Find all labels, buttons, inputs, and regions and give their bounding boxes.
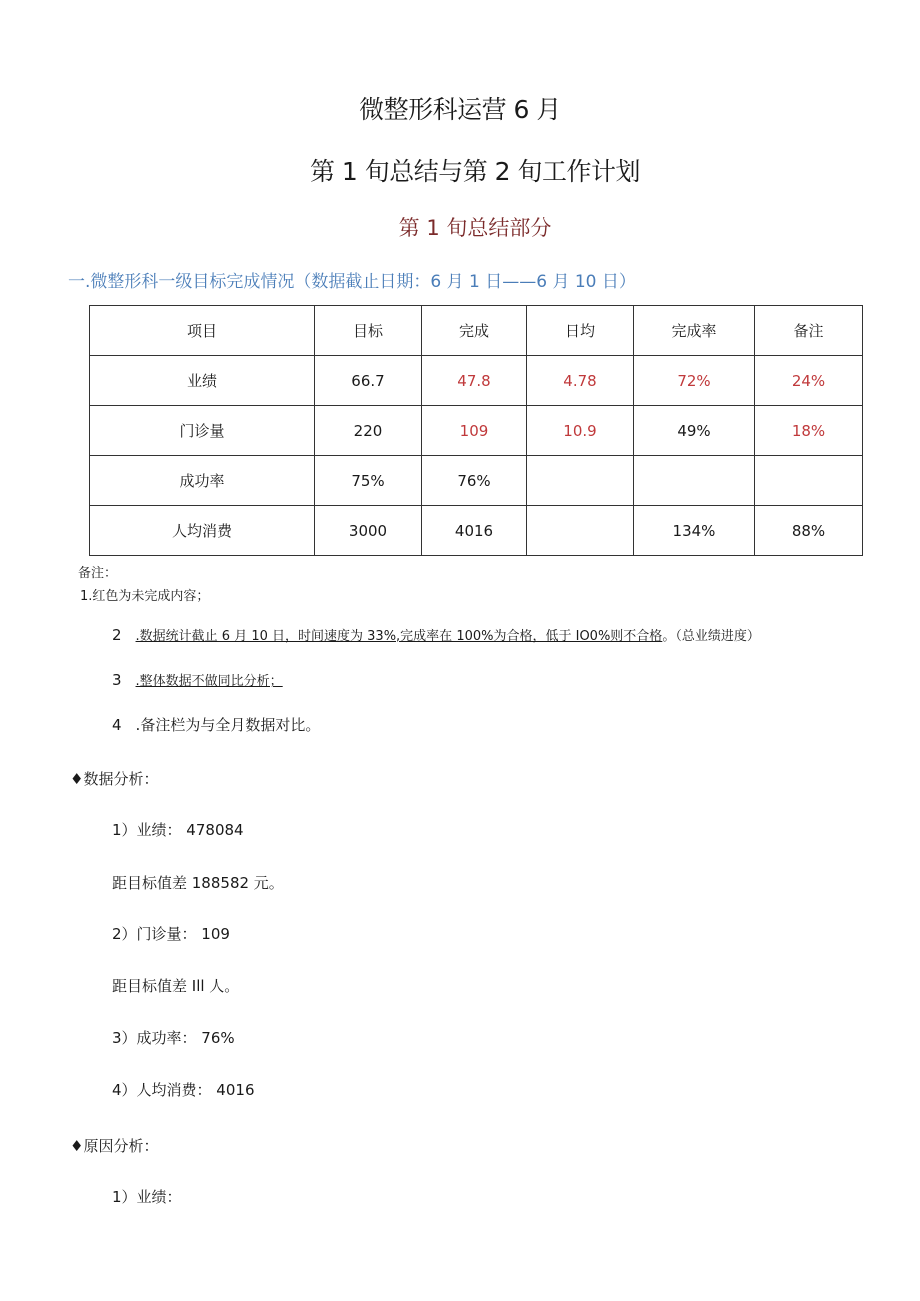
analysis-item: 2）门诊量： 109 <box>112 925 230 943</box>
table-cell: 134% <box>634 506 755 556</box>
section-heading-targets: 一.微整形科一级目标完成情况（数据截止日期：6 月 1 日——6 月 10 日） <box>68 272 636 292</box>
table-cell: 业绩 <box>90 356 315 406</box>
header-cell-remark: 备注 <box>755 306 863 356</box>
analysis-item: 距目标值差 188582 元。 <box>112 874 284 892</box>
note-text: .数据统计截止 6 月 10 日，时间速度为 33%,完成率在 100%为合格，低于 IO0%则不合格 <box>135 629 663 644</box>
table-cell: 4016 <box>422 506 527 556</box>
table-cell: 门诊量 <box>90 406 315 456</box>
section-title: 第 1 旬总结部分 <box>398 216 552 240</box>
header-cell-item: 项目 <box>90 306 315 356</box>
table-cell: 72% <box>634 356 755 406</box>
note-2 <box>112 625 760 644</box>
note-text: .备注栏为与全月数据对比。 <box>135 716 321 734</box>
table-cell: 47.8 <box>422 356 527 406</box>
table-cell <box>527 506 634 556</box>
table-cell: 人均消费 <box>90 506 315 556</box>
table-cell: 66.7 <box>315 356 422 406</box>
table-cell: 88% <box>755 506 863 556</box>
table-cell <box>527 456 634 506</box>
note-4 <box>112 714 320 735</box>
table-cell: 220 <box>315 406 422 456</box>
note-number: 4 <box>112 716 122 734</box>
table-cell: 75% <box>315 456 422 506</box>
header-cell-done: 完成 <box>422 306 527 356</box>
reason-item: 1）业绩： <box>112 1188 182 1206</box>
table-cell: 76% <box>422 456 527 506</box>
table-cell <box>755 456 863 506</box>
table-cell: 18% <box>755 406 863 456</box>
analysis-item: 4）人均消费： 4016 <box>112 1081 255 1099</box>
table-cell: 24% <box>755 356 863 406</box>
table-row <box>90 456 863 506</box>
note-number: 2 <box>112 626 122 644</box>
note-suffix: 。（总业绩进度） <box>662 629 760 644</box>
table-cell: 10.9 <box>527 406 634 456</box>
table-cell: 4.78 <box>527 356 634 406</box>
note-text: .整体数据不做同比分析； <box>135 674 283 689</box>
analysis-item: 1）业绩： 478084 <box>112 821 244 839</box>
table-cell: 49% <box>634 406 755 456</box>
header-cell-target: 目标 <box>315 306 422 356</box>
table-cell <box>634 456 755 506</box>
kpi-table <box>89 305 863 556</box>
header-cell-daily: 日均 <box>527 306 634 356</box>
analysis-item: 距目标值差 Ill 人。 <box>112 977 240 995</box>
table-header-row <box>90 306 863 356</box>
reason-analysis-heading: ♦原因分析： <box>70 1137 159 1155</box>
table-row <box>90 356 863 406</box>
page-subtitle: 第 1 旬总结与第 2 旬工作计划 <box>309 157 641 186</box>
table-row <box>90 406 863 456</box>
table-cell: 109 <box>422 406 527 456</box>
table-cell: 3000 <box>315 506 422 556</box>
note-number: 3 <box>112 671 122 689</box>
table-cell: 成功率 <box>90 456 315 506</box>
data-analysis-heading: ♦数据分析： <box>70 770 159 788</box>
analysis-item: 3）成功率： 76% <box>112 1029 235 1047</box>
table-row <box>90 506 863 556</box>
header-cell-rate: 完成率 <box>634 306 755 356</box>
note-1: 1.红色为未完成内容； <box>80 589 210 604</box>
page-title: 微整形科运营 6 月 <box>359 95 561 124</box>
notes-heading: 备注： <box>78 566 118 581</box>
note-3 <box>112 670 283 689</box>
